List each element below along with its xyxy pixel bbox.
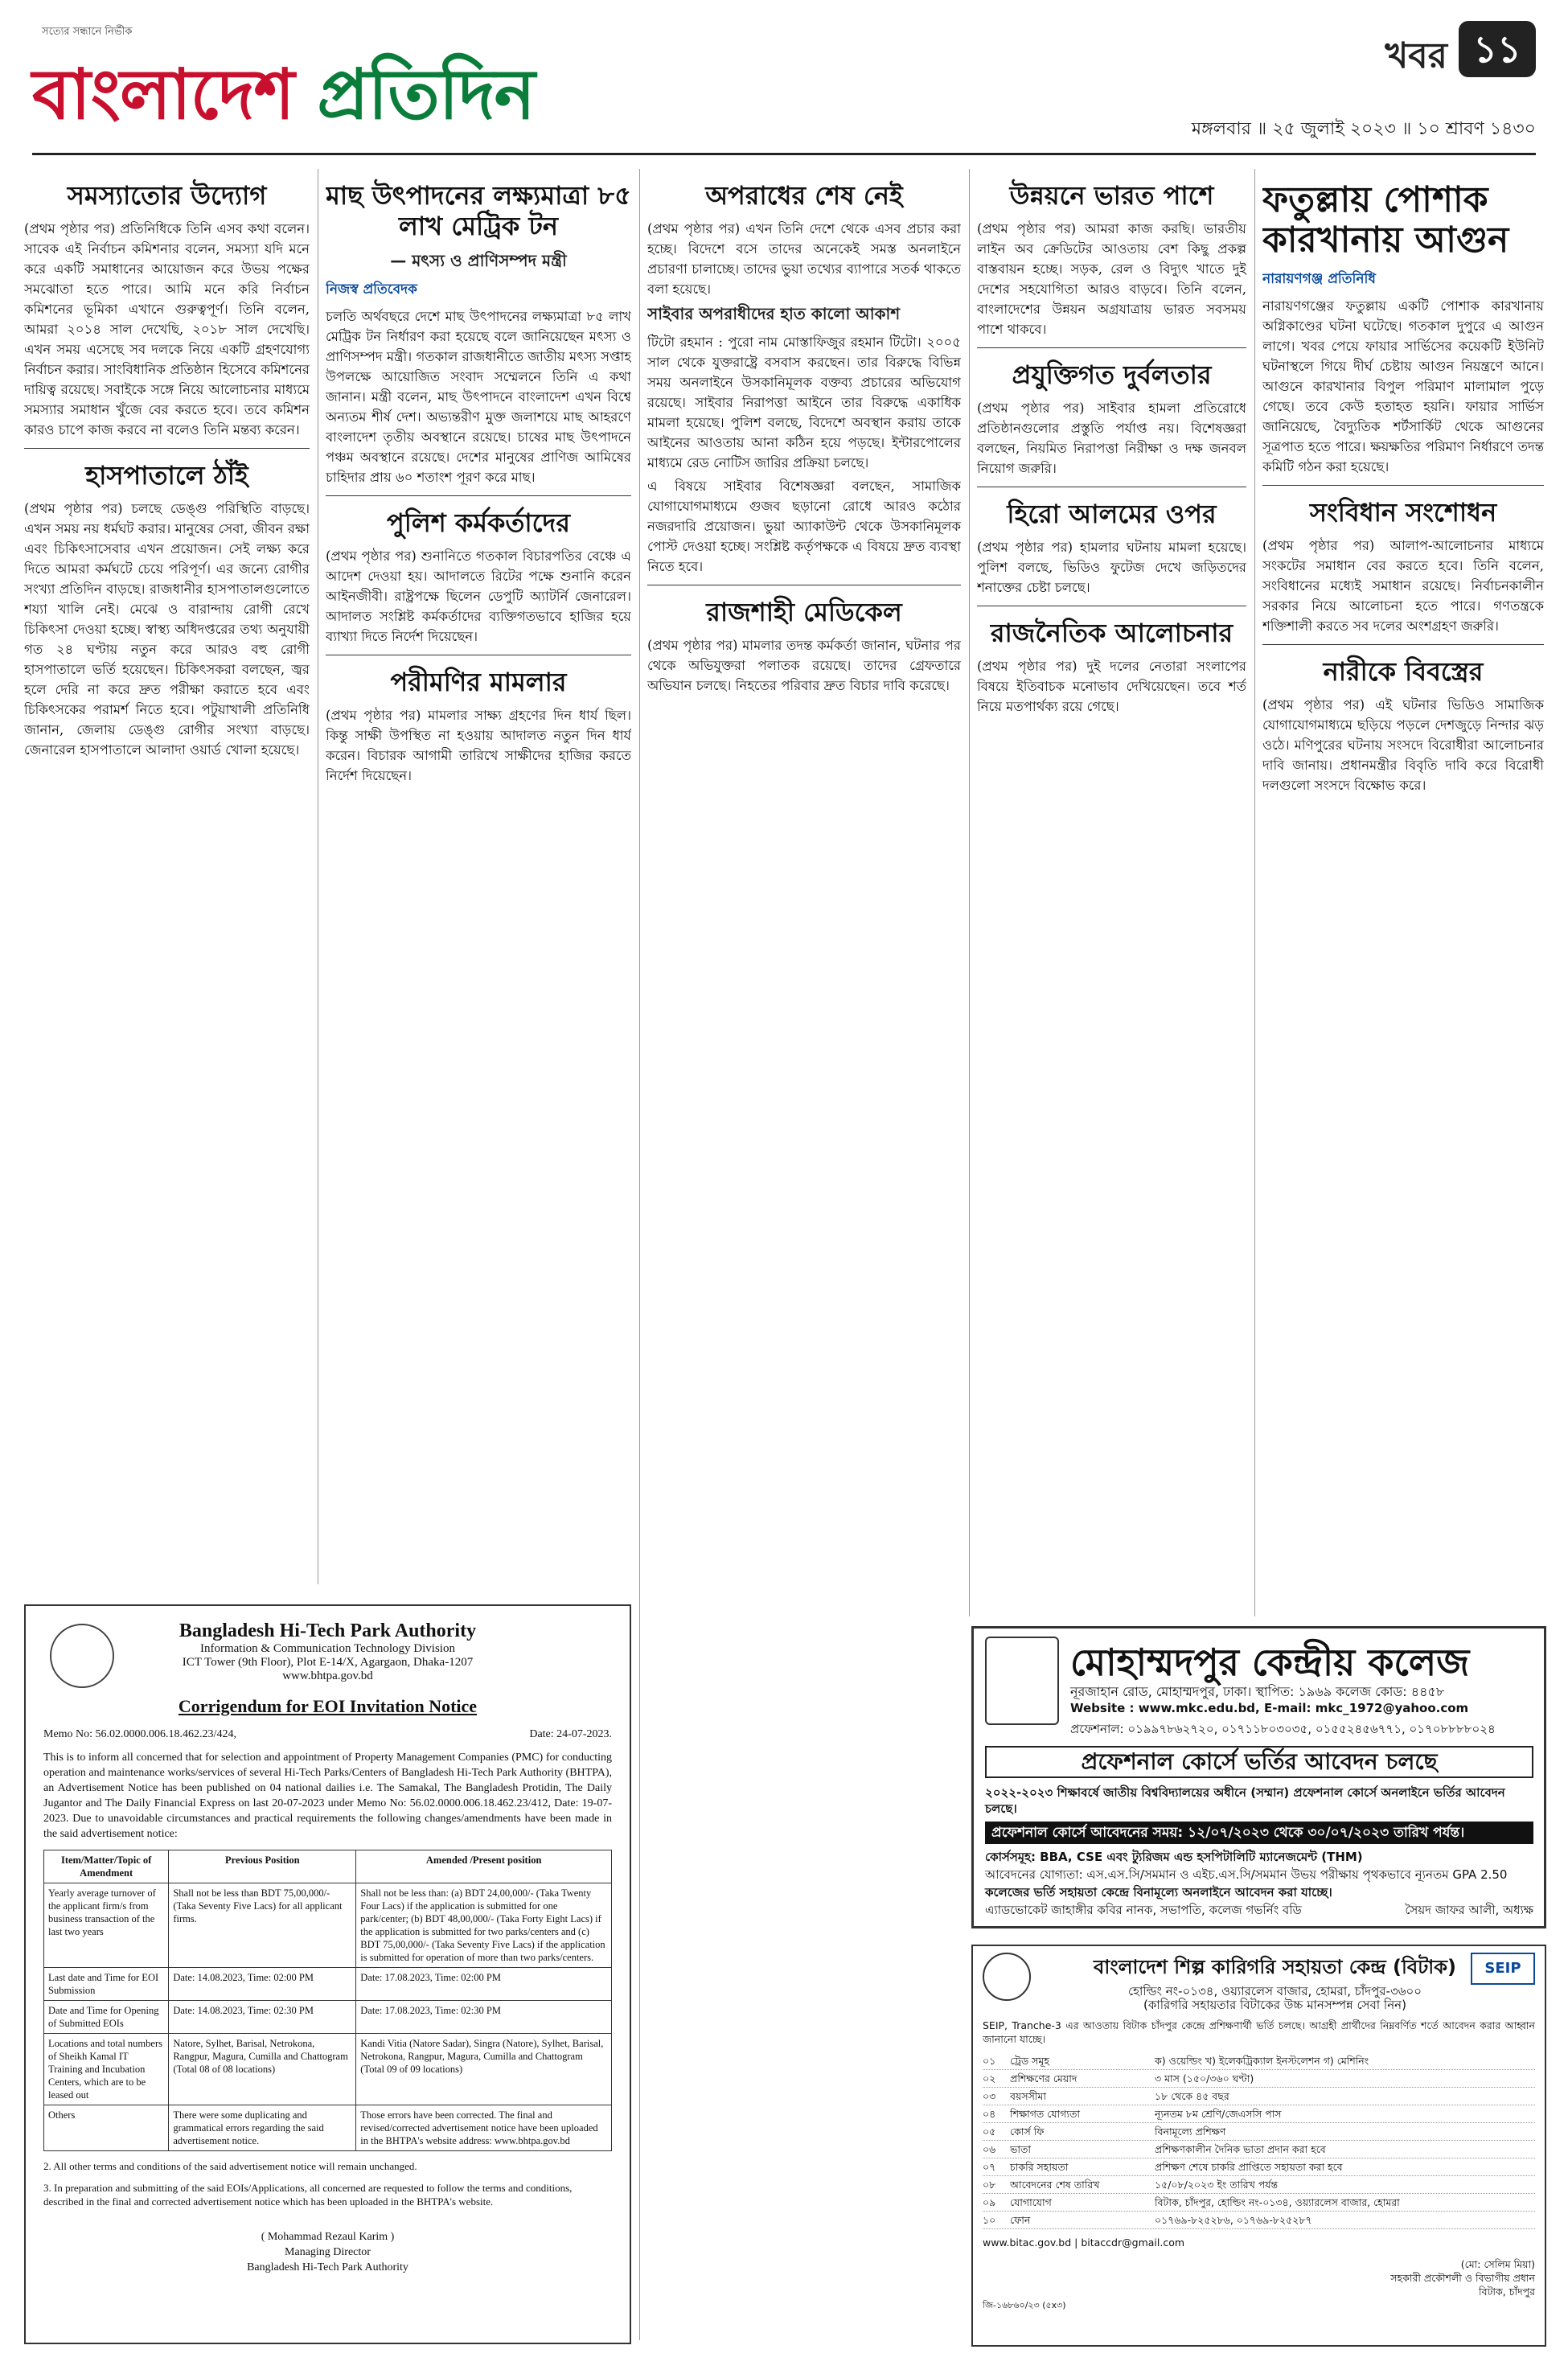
seip-logo: SEIP <box>1471 1953 1535 1985</box>
signer-name: ( Mohammad Rezaul Karim ) <box>261 2231 395 2243</box>
table-cell: Date: 14.08.2023, Time: 02:00 PM <box>169 1968 356 2001</box>
column-divider <box>969 169 970 1616</box>
column-3 <box>647 169 961 2340</box>
logo-tagline: সত্যের সন্ধানে নির্ভীক <box>42 26 133 38</box>
memo-date: Date: 24-07-2023. <box>529 1728 612 1740</box>
article-headline[interactable]: নারীকে বিবস্ত্রের <box>1323 656 1484 687</box>
table-row <box>983 2194 1535 2212</box>
college-footer: কলেজের ভর্তি সহায়তা কেন্দ্রে বিনামূল্যে অনলাইনে আবেদন করা যাচ্ছে। <box>985 1885 1332 1900</box>
article-body: (প্রথম পৃষ্ঠার পর) আলাপ-আলোচনার মাধ্যমে সংকটের সমাধান বের করতে হবে। তিনি বলেন, সংবিধানের মধ্যেই সমাধান রয়েছে। নির্বাচনকালীন সরকার নিয়ে আলোচনা হতে পারে। গণতন্ত্রকে শক্তিশালী করতে সব দলের অংশগ্রহণ জরুরি। <box>1262 538 1544 634</box>
article-headline[interactable]: মাছ উৎপাদনের লক্ষ্যমাত্রা ৮৫ লাখ মেট্রিক টন <box>326 180 631 241</box>
table-cell: ০৭ <box>983 2161 996 2173</box>
column-5 <box>1262 169 1544 1616</box>
table-header: Previous Position <box>169 1850 356 1883</box>
memo-number: Memo No: 56.02.0000.006.18.462.23/424, <box>43 1728 236 1740</box>
article-body: (প্রথম পৃষ্ঠার পর) দুই দলের নেতারা সংলাপের বিষয়ে ইতিবাচক মনোভাব দেখিয়েছেন। তবে শর্ত নিয়ে মতপার্থক্য রয়ে গেছে। <box>977 659 1246 714</box>
table-row <box>44 2034 612 2105</box>
column-4 <box>977 169 1246 1616</box>
table-cell: ১০ <box>983 2214 996 2226</box>
signer-name: এ্যাডভোকেট জাহাঙ্গীর কবির নানক <box>985 1903 1153 1917</box>
courses-line: কোর্সসমূহ: BBA, CSE এবং ট্যুরিজম এন্ড হসপিটালিটি ম্যানেজমেন্ট (THM) <box>985 1850 1363 1864</box>
ad-intro: This is to inform all concerned that for selection and appointment of Property Management Companies (PMC) for conducting operation and maintenance works/services of several Hi-Tech Parks/Centers of Bangladesh Hi-Tech Park Authority (BHTPA), an Advertisement Notice has been published on 04 national dailies i.e. The Samakal, The Bangladesh Protidin, The Daily Jugantor and The Daily Financial Express on last 20-07-2023 under Memo No: 56.02.0000.006.18.462.23/412, Date: 19-07-2023. Due to unavoidable circumstances and practical requirements the following changes/amendments have been made in the said advertisement notice: <box>43 1752 612 1840</box>
ad-website[interactable]: www.bhtpa.gov.bd <box>282 1670 373 1682</box>
article-headline[interactable]: হিরো আলমের ওপর <box>1007 499 1217 529</box>
signer-title: Managing Director <box>285 2246 371 2258</box>
corrigendum-advertisement[interactable] <box>24 1604 631 2344</box>
table-cell: ০৩ <box>983 2090 996 2102</box>
table-cell: Kandi Vitia (Natore Sadar), Singra (Natore), Sylhet, Barisal, Netrokona, Rangpur, Magura, Cumilla and Chattogram (Total 09 of 09 locations) <box>356 2034 612 2105</box>
signer-name: (মো: সেলিম মিয়া) <box>1460 2258 1535 2270</box>
college-signer-2: সৈয়দ জাফর আলী, অধ্যক্ষ <box>1405 1903 1533 1917</box>
table-cell: ১৮ থেকে ৪৫ বছর <box>1155 2090 1229 2102</box>
seip-signature <box>983 2257 1535 2298</box>
table-cell: Others <box>44 2105 169 2151</box>
eligibility-line: আবেদনের যোগ্যতা: এস.এস.সি/সমমান ও এইচ.এস.সি/সমমান উভয় পরীক্ষায় পৃথকভাবে ন্যূনতম GPA 2.50 <box>985 1867 1508 1882</box>
seip-address: হোল্ডিং নং-০১৩৪, ওয়্যারলেস বাজার, হোমরা, চাঁদপুর-৩৬০০ <box>1128 1984 1422 1998</box>
divider <box>24 448 310 449</box>
table-cell: প্রশিক্ষণের মেয়াদ <box>1010 2072 1077 2084</box>
table-header: Item/Matter/Topic of Amendment <box>44 1850 169 1883</box>
seip-table <box>983 2052 1535 2229</box>
signer-role: সহকারী প্রকৌশলী ও বিভাগীয় প্রধান <box>1390 2272 1535 2284</box>
article-headline[interactable]: পরীমণির মামলার <box>390 667 567 697</box>
signer-role: অধ্যক্ষ <box>1503 1903 1533 1917</box>
table-cell: Date: 17.08.2023, Time: 02:30 PM <box>356 2001 612 2034</box>
table-cell: Date: 14.08.2023, Time: 02:30 PM <box>169 2001 356 2034</box>
table-cell: Locations and total numbers of Sheikh Kamal IT Training and Incubation Centers, which are to be leased out <box>44 2034 169 2105</box>
ad-org: Bangladesh Hi-Tech Park Authority <box>179 1620 477 1641</box>
section-label: খবর <box>1385 35 1447 76</box>
logo-part1: বাংলাদেশ <box>32 54 318 135</box>
article-body: (প্রথম পৃষ্ঠার পর) চলছে ডেঙ্গু পরিস্থিতি বাড়ছে। এখন সময় নয় ধর্মঘট করার। মানুষের সেবা, জীবন রক্ষা এবং চিকিৎসাসেবার এখন প্রয়োজন। সেই লক্ষ্য করে দিতে আমরা কর্মঘটে চেয়ে পরিপূর্ণ। এর জন্যে রোগীর সংখ্যা প্রতিদিন বাড়ছে। রাজধানীর হাসপাতালগুলোতে শয্যা খালি নেই। মেঝে ও বারান্দায় রোগী রেখে চিকিৎসা দেওয়া হচ্ছে। স্বাস্থ্য অধিদপ্তরের তথ্য অনুযায়ী গত ২৪ ঘণ্টায় নতুন করে আরও বহু রোগী হাসপাতালে ভর্তি হয়েছেন। চিকিৎসকরা বলছেন, জ্বর হলে দেরি না করে দ্রুত পরীক্ষা করাতে হবে এবং চিকিৎসকের পরামর্শ নিতে হবে। পটুয়াখালী প্রতিনিধি জানান, জেলায় ডেঙ্গু রোগীর সংখ্যা বাড়ছে। জেনারেল হাসপাতালে আলাদা ওয়ার্ড খোলা হয়েছে। <box>24 501 310 758</box>
table-cell: ন্যূনতম ৮ম শ্রেণি/জেএসসি পাস <box>1155 2108 1282 2120</box>
college-emblem-icon <box>985 1637 1059 1725</box>
table-row <box>44 2105 612 2151</box>
table-row <box>983 2158 1535 2176</box>
article-body: টিটো রহমান : পুরো নাম মোস্তাফিজুর রহমান টিটো। ২০০৫ সাল থেকে যুক্তরাষ্ট্রে বসবাস করছেন। তার বিরুদ্ধে বিভিন্ন সময় অনলাইনে উসকানিমূলক বক্তব্য প্রচারের অভিযোগ রয়েছে। সাইবার নিরাপত্তা আইনে তার বিরুদ্ধে একাধিক মামলা হয়েছে। পুলিশ বলছে, বিদেশে অবস্থান করায় তাকে আইনের আওতায় আনা কঠিন হয়ে পড়ছে। ইন্টারপোলের মাধ্যমে রেড নোটিস জারির প্রক্রিয়া চলছে। <box>647 335 961 470</box>
table-cell: বয়সসীমা <box>1010 2090 1046 2102</box>
article-headline[interactable]: হাসপাতালে ঠাঁই <box>85 460 248 491</box>
page-number: ১১ <box>1459 21 1536 77</box>
seip-contact: www.bitac.gov.bd | bitaccdr@gmail.com <box>983 2236 1185 2249</box>
table-header-row <box>44 1850 612 1883</box>
table-cell: Shall not be less than BDT 75,00,000/- (Taka Seventy Five Lacs) for all applicant firms. <box>169 1883 356 1968</box>
article-headline[interactable]: ফতুল্লায় পোশাক কারখানায় আগুন <box>1262 179 1509 261</box>
ad-address: ICT Tower (9th Floor), Plot E-14/X, Agargaon, Dhaka-1207 <box>182 1656 474 1669</box>
article-body: (প্রথম পৃষ্ঠার পর) এখন তিনি দেশে থেকে এসব প্রচার করা হচ্ছে। বিদেশে বসে তাদের অনেকেই সমস্ত অনলাইনে প্রচারণা চালাচ্ছে। তাদের ভুয়া তথ্যের ব্যাপারে সতর্ক থাকতে বলা হয়েছে। <box>647 221 961 297</box>
college-signer-1: এ্যাডভোকেট জাহাঙ্গীর কবির নানক, সভাপতি, কলেজ গভর্নিং বডি <box>985 1903 1302 1917</box>
article-body: চলতি অর্থবছরে দেশে মাছ উৎপাদনের লক্ষ্যমাত্রা ৮৫ লাখ মেট্রিক টন নির্ধারণ করা হয়েছে বলে জানিয়েছেন মৎস্য ও প্রাণিসম্পদ মন্ত্রী। গতকাল রাজধানীতে জাতীয় মৎস্য সপ্তাহ উপলক্ষে আয়োজিত সংবাদ সম্মেলনে তিনি এ কথা জানান। মন্ত্রী বলেন, মাছ উৎপাদনে বাংলাদেশ এখন বিশ্বে অন্যতম শীর্ষ দেশ। অভ্যন্তরীণ মুক্ত জলাশয়ে মাছ আহরণে বাংলাদেশ তৃতীয় অবস্থানে রয়েছে। চাষের মাছ উৎপাদনে পঞ্চম অবস্থানে রয়েছে। দেশের মানুষের প্রাণিজ আমিষের চাহিদার প্রায় ৬০ শতাংশ পূরণ করে মাছ। <box>326 309 631 485</box>
table-cell: ৩ মাস (১৫০/৩৬০ ঘণ্টা) <box>1155 2072 1254 2084</box>
seip-advertisement[interactable] <box>971 1945 1546 2347</box>
divider <box>977 347 1246 348</box>
table-cell: Date and Time for Opening of Submitted EOIs <box>44 2001 169 2034</box>
article-body: নারায়ণগঞ্জের ফতুল্লায় একটি পোশাক কারখানায় অগ্নিকাণ্ডের ঘটনা ঘটেছে। গতকাল দুপুরে এ আগুন লাগে। খবর পেয়ে ফায়ার সার্ভিসের কয়েকটি ইউনিট ঘটনাস্থলে গিয়ে দীর্ঘ চেষ্টায় আগুন নিয়ন্ত্রণে আনে। আগুনে কারখানার বিপুল পরিমাণ মালামাল পুড়ে গেছে। তবে কেউ হতাহত হয়নি। ফায়ার সার্ভিস জানিয়েছে, বৈদ্যুতিক শর্টসার্কিট থেকে আগুনের সূত্রপাত হতে পারে। ক্ষয়ক্ষতির পরিমাণ নির্ধারণে তদন্ত কমিটি গঠন করা হয়েছে। <box>1262 298 1544 474</box>
ad-footnote: 2. All other terms and conditions of the said advertisement notice will remain unchanged. <box>43 2160 417 2172</box>
table-cell: ট্রেড সমূহ <box>1010 2055 1049 2067</box>
divider <box>1262 644 1544 645</box>
college-address: নূরজাহান রোড, মোহাম্মদপুর, ঢাকা। স্থাপিত: ১৯৬৯ কলেজ কোড: ৪৪৫৮ <box>1070 1684 1445 1699</box>
column-1 <box>24 169 310 1584</box>
table-cell: ০১৭৬৯-৮২৫২৮৬, ০১৭৬৯-৮২৫২৮৭ <box>1155 2214 1312 2226</box>
table-cell: বিটাক, চাঁদপুর, হোল্ডিং নং-০১৩৪, ওয়্যারলেস বাজার, হোমরা <box>1155 2196 1400 2208</box>
column-divider <box>639 169 640 2340</box>
column-divider <box>1254 169 1255 1616</box>
seip-title: বাংলাদেশ শিল্প কারিগরি সহায়তা কেন্দ্র (বিটাক) <box>1094 1956 1456 1978</box>
admission-banner: প্রফেশনাল কোর্সে ভর্তির আবেদন চলছে <box>985 1746 1533 1778</box>
seip-intro: SEIP, Tranche-3 এর আওতায় বিটাক চাঁদপুর কেন্দ্রে প্রশিক্ষণার্থী ভর্তি চলছে। আগ্রহী প্রার্থীদের নিম্নবর্ণিত শর্তে আবেদন করার আহ্বান জানানো যাচ্ছে। <box>983 2019 1535 2045</box>
table-cell: There were some duplicating and grammatical errors regarding the said advertisement notice. <box>169 2105 356 2151</box>
article-headline[interactable]: রাজনৈতিক আলোচনার <box>990 618 1233 648</box>
table-cell: ০৯ <box>983 2196 996 2208</box>
headline-quote: — মৎস্য ও প্রাণিসম্পদ মন্ত্রী <box>390 251 567 270</box>
issue-date: মঙ্গলবার ॥ ২৫ জুলাই ২০২৩ ॥ ১০ শ্রাবণ ১৪৩০ <box>1191 119 1536 139</box>
signer-org: Bangladesh Hi-Tech Park Authority <box>247 2261 408 2273</box>
table-cell: প্রশিক্ষণকালীন দৈনিক ভাতা প্রদান করা হবে <box>1155 2143 1326 2155</box>
bhtpa-logo-icon <box>50 1624 114 1688</box>
table-row <box>983 2123 1535 2141</box>
table-cell: আবেদনের শেষ তারিখ <box>1010 2179 1100 2191</box>
table-row <box>44 1968 612 2001</box>
table-row <box>983 2052 1535 2070</box>
masthead <box>32 14 1536 155</box>
table-cell: চাকরি সহায়তা <box>1010 2161 1069 2173</box>
table-cell: ০২ <box>983 2072 996 2084</box>
table-cell: বিনামূল্যে প্রশিক্ষণ <box>1155 2126 1226 2138</box>
table-cell: Shall not be less than: (a) BDT 24,00,000/- (Taka Twenty Four Lacs) if the application is submitted for one park/center; (b) BDT 48,00,000/- (Taka Forty Eight Lacs) if the application is submitted for two parks/centers and (c) BDT 75,00,000/- (Taka Seventy Five Lacs) if the application is submitted for operation of more than two parks/centers. <box>356 1883 612 1968</box>
article-body: (প্রথম পৃষ্ঠার পর) সাইবার হামলা প্রতিরোধে প্রতিষ্ঠানগুলোর প্রস্তুতি পর্যাপ্ত নয়। বিশেষজ্ঞরা বলছেন, নিয়মিত নিরাপত্তা নিরীক্ষা ও দক্ষ জনবল নিয়োগ জরুরি। <box>977 400 1246 476</box>
table-row <box>44 2001 612 2034</box>
table-cell: ফোন <box>1010 2214 1031 2226</box>
article-body: (প্রথম পৃষ্ঠার পর) হামলার ঘটনায় মামলা হয়েছে। পুলিশ বলছে, ভিডিও ফুটেজ দেখে জড়িতদের শনাক্তের চেষ্টা চলছে। <box>977 540 1246 595</box>
deadline-bar: প্রফেশনাল কোর্সে আবেদনের সময়: ১২/০৭/২০২৩ থেকে ৩০/০৭/২০২৩ তারিখ পর্যন্ত। <box>985 1822 1533 1844</box>
article-headline[interactable]: সংবিধান সংশোধন <box>1309 497 1497 528</box>
divider <box>326 495 631 496</box>
table-cell: শিক্ষাগত যোগ্যতা <box>1010 2108 1080 2120</box>
article-headline[interactable]: অপরাধের শেষ নেই <box>705 180 903 211</box>
table-row <box>983 2176 1535 2194</box>
article-body: (প্রথম পৃষ্ঠার পর) শুনানিতে গতকাল বিচারপতির বেঞ্চে এ আদেশ দেওয়া হয়। আদালতে রিটের পক্ষে শুনানি করেন আইনজীবী। রাষ্ট্রপক্ষে ছিলেন ডেপুটি অ্যাটর্নি জেনারেল। আদালত সংশ্লিষ্ট কর্মকর্তাদের ব্যক্তিগতভাবে হাজির হয়ে ব্যাখ্যা দিতে নির্দেশ দিয়েছেন। <box>326 548 631 644</box>
table-row <box>983 2070 1535 2088</box>
table-row <box>983 2088 1535 2105</box>
table-row <box>983 2141 1535 2158</box>
college-website[interactable]: Website : www.mkc.edu.bd, E-mail: mkc_1972@yahoo.com <box>1070 1701 1469 1715</box>
column-2 <box>326 169 631 1584</box>
signer-org: বিটাক, চাঁদপুর <box>1479 2286 1535 2298</box>
table-cell: ক) ওয়েল্ডিং খ) ইলেকট্রিক্যাল ইনস্টলেশন গ) মেশিনিং <box>1155 2055 1369 2067</box>
college-name: মোহাম্মদপুর কেন্দ্রীয় কলেজ <box>1070 1641 1470 1684</box>
table-cell: যোগাযোগ <box>1010 2196 1052 2208</box>
table-cell: Yearly average turnover of the applicant firm/s from business transaction of the last two years <box>44 1883 169 1968</box>
bitac-emblem-icon <box>983 1953 1031 2001</box>
article-body: এ বিষয়ে সাইবার বিশেষজ্ঞরা বলছেন, সামাজিক যোগাযোগমাধ্যমে গুজব ছড়ানো রোধে আরও কঠোর নজরদারি প্রয়োজন। ভুয়া অ্যাকাউন্ট থেকে উসকানিমূলক পোস্ট দেওয়া হচ্ছে। সংশ্লিষ্ট কর্তৃপক্ষকে এ বিষয়ে দ্রুত ব্যবস্থা নিতে হবে। <box>647 478 961 574</box>
table-cell: ০৮ <box>983 2179 996 2191</box>
table-cell: ০৪ <box>983 2108 996 2120</box>
ad-division: Information & Communication Technology Division <box>200 1642 455 1655</box>
ad-code: জি-১৬৮৬০/২৩ (৫x৩) <box>983 2300 1066 2310</box>
divider <box>1262 485 1544 486</box>
table-cell: ০৫ <box>983 2126 996 2138</box>
table-cell: ভাতা <box>1010 2143 1031 2155</box>
ad-footnote: 3. In preparation and submitting of the said EOIs/Applications, all concerned are requested to follow the terms and conditions, described in the final and corrected advertisement notice which has been uploaded in the BHTPA's website. <box>43 2182 573 2208</box>
article-body: (প্রথম পৃষ্ঠার পর) প্রতিনিধিকে তিনি এসব কথা বলেন। সাবেক এই নির্বাচন কমিশনার বলেন, সমস্যা যদি মনে করে একটি সমাধানের আয়োজন করে উভয় পক্ষের সমঝোতা হতে পারে। আমি মনে করি নির্বাচন কমিশনের ভূমিকা এখানে গুরুত্বপূর্ণ। তিনি বলেন, আমরা ২০১৪ সাল দেখেছি, ২০১৮ সাল দেখেছি। এখন সময় এসেছে সব দলকে নিয়ে একটি গ্রহণযোগ্য নির্বাচন করার। সাংবিধানিক প্রতিষ্ঠান হিসেবে কমিশনের দায়িত্ব রয়েছে। সবাইকে সঙ্গে নিয়ে আলোচনার মাধ্যমে সমস্যার সমাধান খুঁজে বের করতে হবে। তবে কমিশন কারও চাপে কাজ করবে না বলেও তিনি মন্তব্য করেন। <box>24 221 310 437</box>
newspaper-logo[interactable] <box>32 21 643 142</box>
article-headline[interactable]: সমস্যাতোর উদ্যোগ <box>67 180 267 211</box>
article-body: (প্রথম পৃষ্ঠার পর) মামলার সাক্ষ্য গ্রহণের দিন ধার্য ছিল। কিন্তু সাক্ষী উপস্থিত না হওয়ায় আদালত নতুন দিন ধার্য করেন। বিচারক আগামী তারিখে সাক্ষীদের হাজির করতে নির্দেশ দিয়েছেন। <box>326 708 631 783</box>
table-row <box>44 1883 612 1968</box>
logo-text <box>32 42 535 157</box>
article-headline[interactable]: প্রযুক্তিগত দুর্বলতার <box>1012 359 1212 390</box>
table-cell: Last date and Time for EOI Submission <box>44 1968 169 2001</box>
seip-email[interactable]: bitaccdr@gmail.com <box>1081 2236 1185 2249</box>
table-header: Amended /Present position <box>356 1850 612 1883</box>
table-cell: ০১ <box>983 2055 996 2067</box>
signer-role: সভাপতি, কলেজ গভর্নিং বডি <box>1160 1903 1302 1917</box>
session-line: ২০২২-২০২৩ শিক্ষাবর্ষে জাতীয় বিশ্ববিদ্যালয়ের অধীনে (সম্মান) প্রফেশনাল কোর্সে অনলাইনে ভর্তির আবেদন চলছে। <box>985 1785 1505 1816</box>
college-phone: প্রফেশনাল: ০১৯৯৭৮৬২৭২০, ০১৭১১৮০৩০৩৫, ০১৫৫২৪৫৬৭৭১, ০১৭০৮৮৮৮০২৪ <box>1070 1722 1496 1736</box>
table-row <box>983 2212 1535 2229</box>
table-cell: প্রশিক্ষণ শেষে চাকরি প্রাপ্তিতে সহায়তা করা হবে <box>1155 2161 1343 2173</box>
table-cell: ১৫/০৮/২০২৩ ইং তারিখ পর্যন্ত <box>1155 2179 1279 2191</box>
article-body: (প্রথম পৃষ্ঠার পর) মামলার তদন্ত কর্মকর্তা জানান, ঘটনার পর থেকে অভিযুক্তরা পলাতক রয়েছে। তাদের গ্রেফতারে অভিযান চলছে। নিহতের পরিবার দ্রুত বিচার দাবি করেছে। <box>647 638 961 693</box>
article-headline[interactable]: পুলিশ কর্মকর্তাদের <box>387 507 570 538</box>
logo-part2: প্রতিদিন <box>317 54 535 135</box>
table-cell: ০৬ <box>983 2143 996 2155</box>
table-cell: Natore, Sylhet, Barisal, Netrokona, Rangpur, Magura, Cumilla and Chattogram (Total 08 of 08 locations) <box>169 2034 356 2105</box>
college-signatures <box>985 1902 1533 1918</box>
article-subhead: সাইবার অপরাধীদের হাত কালো আকাশ <box>647 304 901 323</box>
article-headline[interactable]: উন্নয়নে ভারত পাশে <box>1009 180 1214 211</box>
seip-website[interactable]: www.bitac.gov.bd <box>983 2236 1072 2249</box>
byline: নারায়ণগঞ্জ প্রতিনিধি <box>1262 271 1376 287</box>
amendment-table <box>43 1850 612 2151</box>
table-cell: কোর্স ফি <box>1010 2126 1045 2138</box>
seip-subtitle: (কারিগরি সহায়তার বিটাকের উচ্চ মানসম্পন্ন সেবা নিন) <box>1143 1998 1406 2012</box>
ad-header <box>43 1620 612 1683</box>
table-cell: Those errors have been corrected. The final and revised/corrected advertisement notice have been uploaded in the BHTPA's website address: www.bhtpa.gov.bd <box>356 2105 612 2151</box>
table-cell: Date: 17.08.2023, Time: 02:00 PM <box>356 1968 612 2001</box>
article-body: (প্রথম পৃষ্ঠার পর) এই ঘটনার ভিডিও সামাজিক যোগাযোগমাধ্যমে ছড়িয়ে পড়লে দেশজুড়ে নিন্দার ঝড় ওঠে। মণিপুরের ঘটনায় সংসদে বিরোধীরা আলোচনার দাবি জানায়। প্রধানমন্ত্রীর বিবৃতি দাবি করে বিরোধী দলগুলো সংসদে বিক্ষোভ করে। <box>1262 697 1544 793</box>
table-row <box>983 2105 1535 2123</box>
byline: নিজস্ব প্রতিবেদক <box>326 281 417 298</box>
article-body: (প্রথম পৃষ্ঠার পর) আমরা কাজ করছি। ভারতীয় লাইন অব ক্রেডিটের আওতায় বেশ কিছু প্রকল্প বাস্তবায়ন হচ্ছে। সড়ক, রেল ও বিদ্যুৎ খাতে দুই দেশের সহযোগিতা আরও বাড়বে। তিনি বলেন, বাংলাদেশের উন্নয়ন অগ্রযাত্রায় ভারত সবসময় পাশে থাকবে। <box>977 221 1246 337</box>
signature-block <box>43 2229 612 2275</box>
college-advertisement[interactable] <box>971 1626 1546 1928</box>
ad-title: Corrigendum for EOI Invitation Notice <box>178 1696 478 1716</box>
ad-memo <box>43 1727 612 1742</box>
article-headline[interactable]: রাজশাহী মেডিকেল <box>706 597 902 627</box>
signer-name: সৈয়দ জাফর আলী <box>1405 1903 1496 1917</box>
